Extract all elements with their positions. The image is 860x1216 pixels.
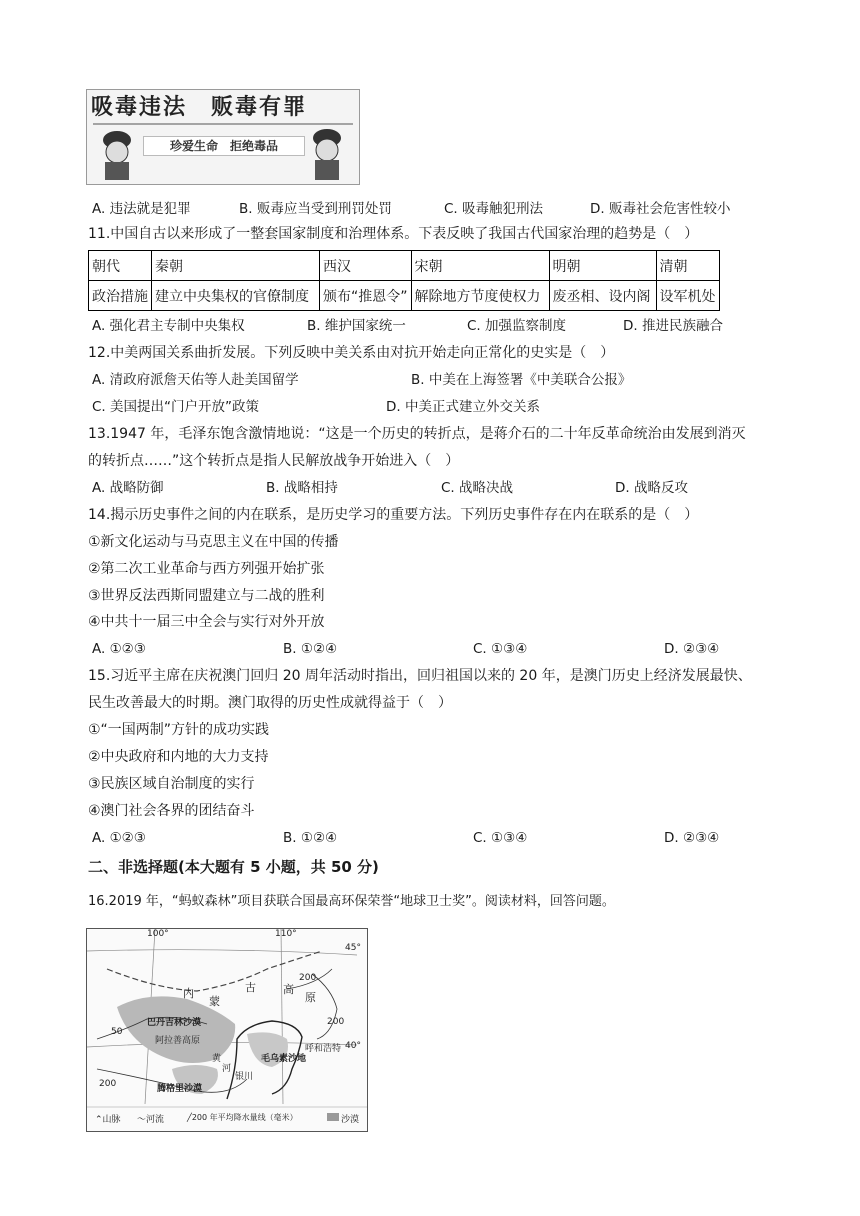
- q11-option-c[interactable]: C. 加强监察制度: [467, 318, 567, 334]
- map-legend-desert: [341, 1112, 359, 1125]
- q10-option-b[interactable]: B. 贩毒应当受到刑罚处罚: [239, 201, 392, 217]
- map-region-label: 呼和浩特: [305, 1044, 342, 1054]
- map-region-label: 腾格里沙漠: [157, 1084, 203, 1094]
- table-cell: 宋朝: [411, 251, 549, 281]
- table-cell: 清朝: [656, 251, 719, 281]
- map-region-label: 古: [245, 981, 256, 994]
- map-lat-label: 45°: [345, 943, 361, 953]
- q15-item-1: ①“一国两制”方针的成功实践: [88, 722, 270, 738]
- river-icon: 〜: [137, 1115, 147, 1125]
- q15-option-c[interactable]: C. ①③④: [473, 830, 528, 846]
- mountain-icon: ⌃: [95, 1115, 103, 1125]
- q14-option-b[interactable]: B. ①②④: [283, 641, 338, 657]
- q14-option-d[interactable]: D. ②③④: [664, 641, 720, 657]
- q15-stem-line1: 15.习近平主席在庆祝澳门回归 20 周年活动时指出，回归祖国以来的 20 年，是澳门历史上经济发展最快、: [88, 668, 752, 684]
- table-cell: 解除地方节度使权力: [411, 281, 549, 311]
- table-cell: 明朝: [549, 251, 656, 281]
- map-region-label: 银川: [235, 1072, 254, 1082]
- map-isohyet-label: 200: [99, 1079, 117, 1089]
- q11-table: [88, 250, 720, 311]
- q14-item-1: ①新文化运动与马克思主义在中国的传播: [88, 534, 339, 550]
- q16-stem: 16.2019 年，“蚂蚁森林”项目获联合国最高环保荣誉“地球卫士奖”。阅读材料，回答问题。: [88, 894, 615, 909]
- table-cell: 政治措施: [89, 281, 152, 311]
- q12-option-d[interactable]: D. 中美正式建立外交关系: [386, 399, 540, 415]
- q13-option-c[interactable]: C. 战略决战: [441, 480, 514, 496]
- poster-banner: 珍爱生命 拒绝毒品: [143, 136, 305, 156]
- map-region-label: 内: [183, 987, 194, 1000]
- map-isohyet-label: 50: [111, 1027, 123, 1037]
- map-legend-river: [137, 1112, 164, 1125]
- q10-option-a[interactable]: A. 违法就是犯罪: [92, 201, 191, 217]
- map-graphic: [87, 929, 367, 1131]
- q15-item-2: ②中央政府和内地的大力支持: [88, 749, 269, 765]
- map-legend-text: 河流: [146, 1115, 165, 1125]
- q14-item-4: ④中共十一届三中全会与实行对外开放: [88, 614, 325, 630]
- q11-stem: 11.中国自古以来形成了一整套国家制度和治理体系。下表反映了我国古代国家治理的趋势是（ ）: [88, 226, 699, 242]
- map-region-label: 蒙: [209, 995, 220, 1008]
- table-cell: 设军机处: [656, 281, 719, 311]
- map-region-label: 巴丹吉林沙漠: [147, 1018, 202, 1028]
- isohyet-icon: ╱200: [187, 1113, 210, 1122]
- map-lon-label: 110°: [275, 929, 297, 939]
- table-cell: 颁布“推恩令”: [320, 281, 412, 311]
- q14-item-2: ②第二次工业革命与西方列强开始扩张: [88, 561, 325, 577]
- q13-stem-line2: 的转折点……”这个转折点是指人民解放战争开始进入（ ）: [88, 453, 460, 469]
- q11-option-d[interactable]: D. 推进民族融合: [623, 318, 723, 334]
- map-region-label: 黄: [212, 1054, 222, 1064]
- map-region-label: 原: [305, 991, 316, 1004]
- table-cell: 朝代: [89, 251, 152, 281]
- q14-option-a[interactable]: A. ①②③: [92, 641, 146, 657]
- q13-option-b[interactable]: B. 战略相持: [266, 480, 338, 496]
- q15-stem-line2: 民生改善最大的时期。澳门取得的历史性成就得益于（ ）: [88, 695, 452, 711]
- table-cell: 建立中央集权的官僚制度: [152, 281, 320, 311]
- map-region-label: 阿拉善高原: [155, 1036, 201, 1046]
- northwest-china-map: [86, 928, 368, 1132]
- map-isohyet-label: 200: [299, 973, 317, 983]
- section-heading: 二、非选择题(本大题有 5 小题，共 50 分): [88, 858, 379, 876]
- q12-option-b[interactable]: B. 中美在上海签署《中美联合公报》: [411, 372, 632, 388]
- q15-option-a[interactable]: A. ①②③: [92, 830, 146, 846]
- poster-title: 吸毒违法 贩毒有罪: [91, 94, 308, 120]
- table-row: [89, 281, 720, 311]
- q13-option-a[interactable]: A. 战略防御: [92, 480, 164, 496]
- q13-stem-line1: 13.1947 年，毛泽东饱含激情地说：“这是一个历史的转折点，是蒋介石的二十年反革命统治由发展到消灭: [88, 426, 746, 442]
- map-legend-text: 山脉: [102, 1115, 121, 1125]
- anti-drug-poster: [86, 89, 360, 185]
- q15-option-d[interactable]: D. ②③④: [664, 830, 720, 846]
- map-region-label: 河: [222, 1064, 232, 1074]
- q15-item-4: ④澳门社会各界的团结奋斗: [88, 803, 255, 819]
- q14-option-c[interactable]: C. ①③④: [473, 641, 528, 657]
- map-isohyet-label: 200: [327, 1017, 345, 1027]
- table-cell: 西汉: [320, 251, 412, 281]
- q11-option-b[interactable]: B. 维护国家统一: [307, 318, 406, 334]
- q15-option-b[interactable]: B. ①②④: [283, 830, 338, 846]
- table-cell: 秦朝: [152, 251, 320, 281]
- q12-stem: 12.中美两国关系曲折发展。下列反映中美关系由对抗开始走向正常化的史实是（ ）: [88, 345, 615, 361]
- q12-option-c[interactable]: C. 美国提出“门户开放”政策: [92, 399, 259, 415]
- q13-option-d[interactable]: D. 战略反攻: [615, 480, 688, 496]
- map-lat-label: 40°: [345, 1041, 361, 1051]
- map-lon-label: 100°: [147, 929, 169, 939]
- q14-stem: 14.揭示历史事件之间的内在联系，是历史学习的重要方法。下列历史事件存在内在联系的是（ ）: [88, 507, 699, 523]
- map-region-label: 毛乌素沙地: [261, 1054, 307, 1064]
- q14-item-3: ③世界反法西斯同盟建立与二战的胜利: [88, 588, 325, 604]
- q10-option-c[interactable]: C. 吸毒触犯刑法: [444, 201, 544, 217]
- map-region-label: 高: [283, 983, 294, 996]
- q15-item-3: ③民族区域自治制度的实行: [88, 776, 255, 792]
- table-row: [89, 251, 720, 281]
- q11-option-a[interactable]: A. 强化君主专制中央集权: [92, 318, 245, 334]
- q12-option-a[interactable]: A. 清政府派詹天佑等人赴美国留学: [92, 372, 299, 388]
- map-legend-isohyet: [187, 1112, 298, 1123]
- q10-option-d[interactable]: D. 贩毒社会危害性较小: [590, 201, 731, 217]
- table-cell: 废丞相、设内阁: [549, 281, 656, 311]
- map-legend-text: 沙漠: [341, 1115, 360, 1125]
- map-legend-mountain: [95, 1112, 121, 1125]
- map-legend-text: 年平均降水量线（毫米）: [209, 1113, 298, 1122]
